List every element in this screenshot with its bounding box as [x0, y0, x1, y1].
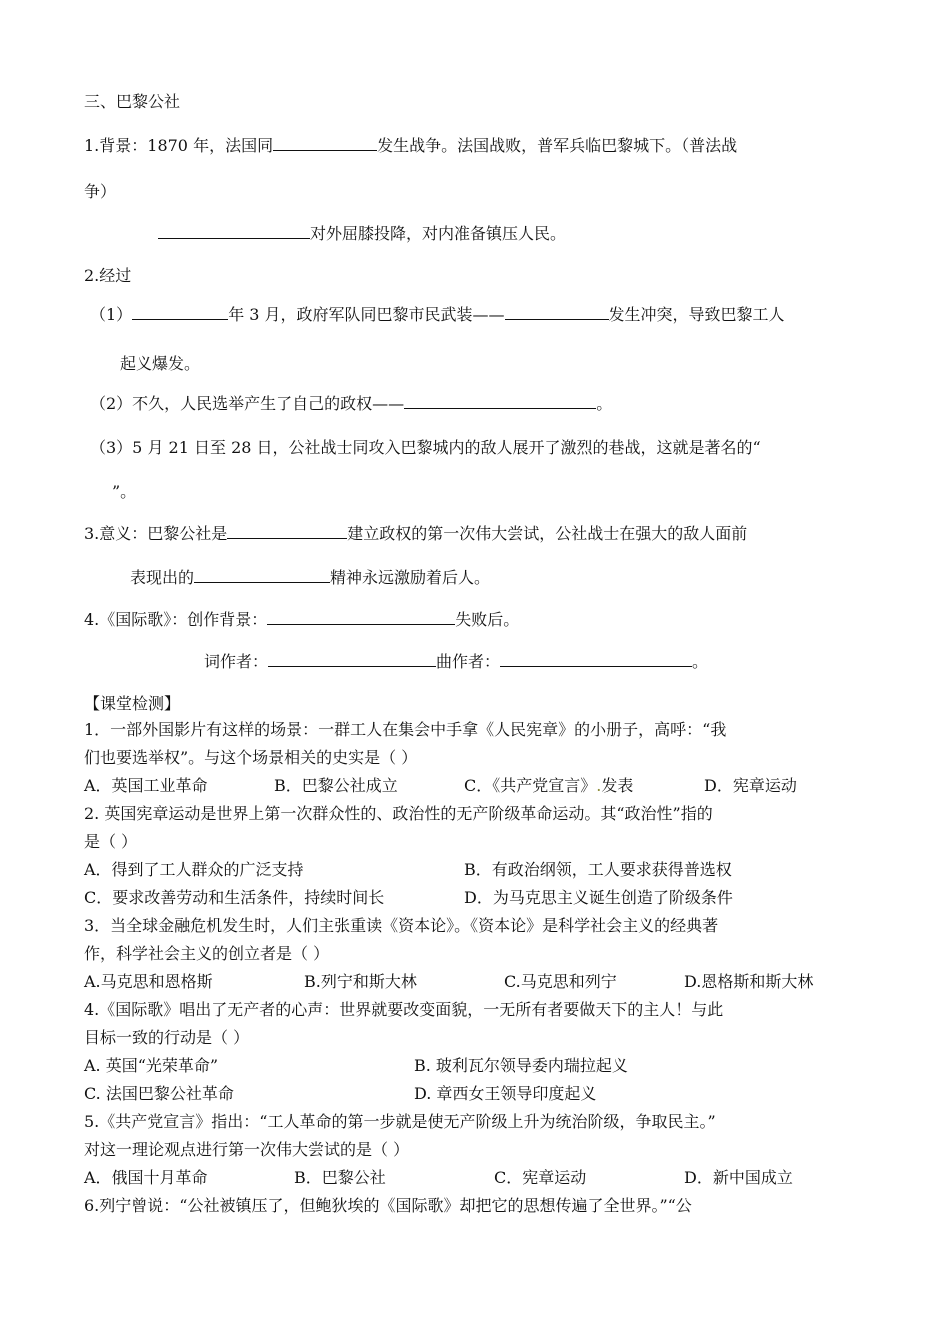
- q4-option-c[interactable]: C. 法国巴黎公社革命: [84, 1084, 234, 1103]
- answer-blank-year[interactable]: [132, 303, 228, 320]
- q1-option-c[interactable]: [464, 774, 633, 798]
- answer-blank-lyricist[interactable]: [268, 650, 436, 667]
- significance-text-c: 表现出的: [130, 568, 195, 587]
- process-line-3-cont: ”。: [112, 482, 137, 501]
- process-line-1-cont: 起义爆发。: [120, 354, 201, 373]
- answer-blank-spirit[interactable]: [194, 566, 330, 583]
- process-p1-c: 发生冲突，导致巴黎工人: [608, 305, 785, 324]
- section-title: 三、巴黎公社: [84, 92, 181, 111]
- q3-stem-2: 作，科学社会主义的创立者是（ ）: [84, 944, 330, 963]
- q5-stem-2: 对这一理论观点进行第一次伟大尝试的是（ ）: [84, 1140, 410, 1159]
- significance-line-1: [84, 522, 747, 546]
- q1-stem-2: 们也要选举权”。与这个场景相关的史实是（ ）: [84, 748, 418, 767]
- q5-option-c[interactable]: C．宪章运动: [494, 1168, 587, 1187]
- significance-text-a: 3.意义：巴黎公社是: [84, 524, 228, 543]
- process-p1-a: （1）: [90, 305, 133, 324]
- internationale-lyricist-label: 词作者：: [204, 652, 269, 671]
- answer-blank-enemy-country[interactable]: [273, 134, 377, 151]
- process-line-2: [90, 392, 612, 416]
- answer-blank-government[interactable]: [158, 222, 310, 239]
- q1-option-d[interactable]: [704, 774, 797, 798]
- background-line-3: [158, 222, 566, 246]
- internationale-line-2: [204, 650, 708, 674]
- q3-option-a[interactable]: A.马克思和恩格斯: [84, 972, 213, 991]
- internationale-composer-label: 曲作者：: [436, 652, 501, 671]
- q4-stem-2: 目标一致的行动是（ ）: [84, 1028, 250, 1047]
- q1-option-d-text: ．宪章运动: [716, 776, 797, 795]
- background-line-2: 争）: [84, 182, 117, 201]
- q1-stem-1: 1．一部外国影片有这样的场景：一群工人在集会中手拿《人民宪章》的小册子，高呼：“我: [84, 720, 727, 739]
- q1-option-a[interactable]: A．英国工业革命: [84, 776, 208, 795]
- dot-mark: .: [596, 776, 602, 795]
- answer-blank-proletariat[interactable]: [227, 522, 347, 539]
- background-text-d: 对外屈膝投降，对内准备镇压人民。: [310, 224, 567, 243]
- process-heading: 2.经过: [84, 266, 132, 285]
- answer-blank-national-guard[interactable]: [505, 303, 609, 320]
- process-p1-b: 年 3 月，政府军队同巴黎市民武装——: [228, 305, 505, 324]
- process-line-3: （3）5 月 21 日至 28 日，公社战士同攻入巴黎城内的敌人展开了激烈的巷战，这就是著名的“: [90, 438, 761, 457]
- quiz-heading: 【课堂检测】: [84, 694, 181, 713]
- background-text-a: 1.背景：1870 年，法国同: [84, 136, 274, 155]
- internationale-line-1: [84, 608, 519, 632]
- internationale-text-e: 。: [692, 652, 709, 671]
- q2-option-d[interactable]: D．为马克思主义诞生创造了阶级条件: [464, 888, 733, 907]
- significance-text-b: 建立政权的第一次伟大尝试，公社战士在强大的敌人面前: [347, 524, 748, 543]
- process-p2-a: （2）不久，人民选举产生了自己的政权——: [90, 394, 405, 413]
- q5-option-b[interactable]: B．巴黎公社: [294, 1168, 386, 1187]
- answer-blank-composer[interactable]: [500, 650, 692, 667]
- q4-option-d[interactable]: D. 章西女王领导印度起义: [414, 1084, 597, 1103]
- q5-option-d[interactable]: D．新中国成立: [684, 1168, 793, 1187]
- significance-line-2: [130, 566, 490, 590]
- process-line-1: [90, 303, 785, 327]
- q5-stem-1: 5.《共产党宣言》指出：“工人革命的第一步就是使无产阶级上升为统治阶级，争取民主。”: [84, 1112, 716, 1131]
- background-line-1: [84, 134, 737, 158]
- q1-option-b[interactable]: B．巴黎公社成立: [274, 776, 398, 795]
- q2-option-a[interactable]: A．得到了工人群众的广泛支持: [84, 860, 304, 879]
- internationale-text-a: 4.《国际歌》：创作背景：: [84, 610, 268, 629]
- background-text-b: 发生战争。法国战败，普军兵临巴黎城下。（普法战: [377, 136, 738, 155]
- q4-stem-1: 4.《国际歌》唱出了无产者的心声：世界就要改变面貌，一无所有者要做天下的主人！与此: [84, 1000, 724, 1019]
- q3-stem-1: 3．当全球金融危机发生时，人们主张重读《资本论》。《资本论》是科学社会主义的经典著: [84, 916, 719, 935]
- q2-option-c[interactable]: C．要求改善劳动和生活条件，持续时间长: [84, 888, 385, 907]
- internationale-text-b: 失败后。: [455, 610, 520, 629]
- process-p2-b: 。: [596, 394, 613, 413]
- q3-option-c[interactable]: C.马克思和列宁: [504, 972, 617, 991]
- q6-stem-1: 6.列宁曾说：“公社被镇压了，但鲍狄埃的《国际歌》却把它的思想传遍了全世界。”“公: [84, 1196, 692, 1215]
- q2-stem-2: 是（ ）: [84, 832, 138, 851]
- q2-option-b[interactable]: B．有政治纲领，工人要求获得普选权: [464, 860, 732, 879]
- q3-option-b[interactable]: B.列宁和斯大林: [304, 972, 417, 991]
- q5-option-a[interactable]: A．俄国十月革命: [84, 1168, 208, 1187]
- q3-option-d[interactable]: D.恩格斯和斯大林: [684, 972, 814, 991]
- q2-stem-1: 2. 英国宪章运动是世界上第一次群众性的、政治性的无产阶级革命运动。其“政治性”指的: [84, 804, 713, 823]
- q4-option-b[interactable]: B. 玻利瓦尔领导委内瑞拉起义: [414, 1056, 628, 1075]
- q1-option-c-text: C．《共产党宣言》: [464, 776, 597, 795]
- significance-text-d: 精神永远激励着后人。: [330, 568, 491, 587]
- q1-option-c-text-2: 发表: [601, 776, 634, 795]
- answer-blank-background[interactable]: [267, 608, 455, 625]
- answer-blank-regime[interactable]: [404, 392, 596, 409]
- q1-option-d-letter: D: [704, 776, 717, 795]
- q4-option-a[interactable]: A. 英国“光荣革命”: [84, 1056, 219, 1075]
